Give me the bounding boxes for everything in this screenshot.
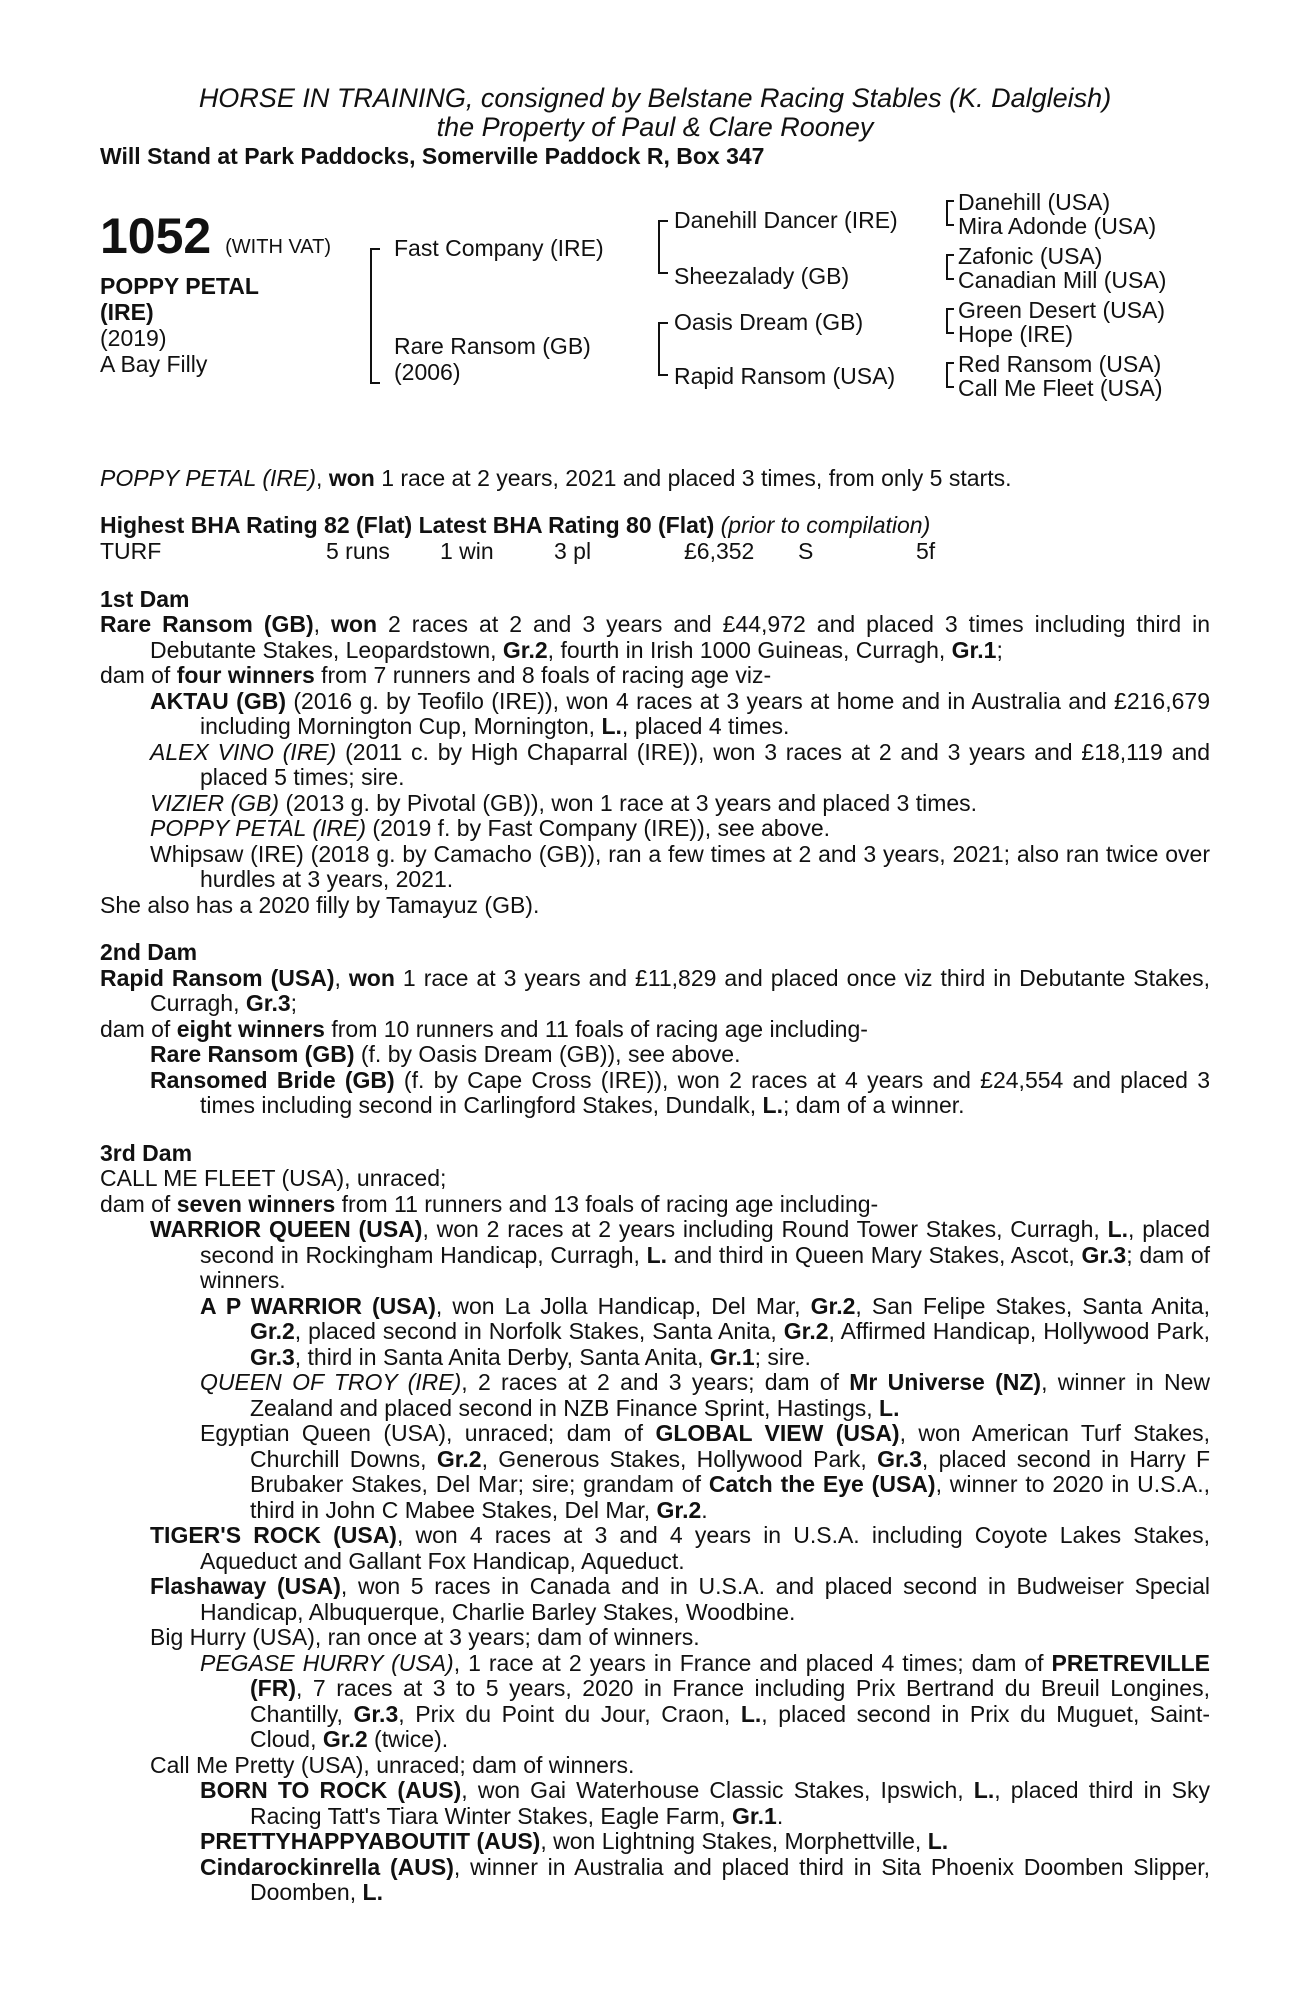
produce-item: Rare Ransom (GB) (f. by Oasis Dream (GB)), see above. xyxy=(150,1041,741,1067)
third-dam-section xyxy=(100,1141,1210,1906)
produce-item: Cindarockinrella (AUS), winner in Australia and placed third in Sita Phoenix Doomben Slipper, Doomben, L. xyxy=(200,1853,1210,1905)
foal-note: She also has a 2020 filly by Tamayuz (GB). xyxy=(100,891,540,918)
consignor-line: HORSE IN TRAINING, consigned by Belstane Racing Stables (K. Dalgleish) xyxy=(198,83,1112,113)
produce-item: Whipsaw (IRE) (2018 g. by Camacho (GB)), ran a few times at 2 and 3 years, 2021; also ran twice over hurdles at 3 years, 2021. xyxy=(150,840,1210,892)
produce-item: Egyptian Queen (USA), unraced; dam of GLOBAL VIEW (USA), won American Turf Stakes, Churchill Downs, Gr.2, Generous Stakes, Hollywood Park, Gr.3, placed second in Harry F Brubaker Stakes, Del Mar; sire; grandam of Catch the Eye (USA), winner to 2020 in U.S.A., third in John C Mabee Stakes, Del Mar, Gr.2. xyxy=(200,1420,1211,1523)
dam-sire: Oasis Dream (GB) xyxy=(674,308,864,335)
foaling-year: (2019) xyxy=(100,324,167,351)
gen3-brace-3 xyxy=(946,308,954,334)
produce-summary: dam of eight winners from 10 runners and 11 foals of racing age including- xyxy=(100,1015,868,1042)
produce-item: POPPY PETAL (IRE) (2019 f. by Fast Company (IRE)), see above. xyxy=(150,815,831,841)
dam-year: (2006) xyxy=(394,358,461,385)
sd-sire: Zafonic (USA) xyxy=(958,242,1103,269)
second-dam-section xyxy=(100,940,1210,1119)
produce-item: A P WARRIOR (USA), won La Jolla Handicap, Del Mar, Gr.2, San Felipe Stakes, Santa Anita, Gr.2, placed second in Norfolk Stakes, Santa Anita, Gr.2, Affirmed Handicap, Hollywood Park, Gr.3, third in Santa Anita Derby, Santa Anita, Gr.1; sire. xyxy=(200,1292,1211,1370)
produce-item: Ransomed Bride (GB) (f. by Cape Cross (IRE)), won 2 races at 4 years and £24,554 and placed 3 times including second in Carlingford Stakes, Dundalk, L.; dam of a winner. xyxy=(150,1066,1210,1118)
produce-item: Call Me Pretty (USA), unraced; dam of winners. xyxy=(150,1751,635,1778)
dam-line-brace xyxy=(658,322,668,376)
produce-item: PEGASE HURRY (USA), 1 race at 2 years in France and placed 4 times; dam of PRETREVILLE (FR), 7 races at 3 to 5 years, 2020 in France including Prix Bertrand du Breuil Longines, Chantilly, Gr.3, Prix du Point du Jour, Craon, L., placed second in Prix du Muguet, Saint-Cloud, Gr.2 (twice). xyxy=(200,1649,1211,1752)
produce-item: WARRIOR QUEEN (USA), won 2 races at 2 years including Round Tower Stakes, Curragh, L., placed second in Rockingham Handicap, Curragh, L. and third in Queen Mary Stakes, Ascot, Gr.3; dam of winners. xyxy=(150,1216,1210,1293)
produce-summary: dam of seven winners from 11 runners and 13 foals of racing age including- xyxy=(100,1190,879,1217)
race-summary: POPPY PETAL (IRE), won 1 race at 2 years, 2021 and placed 3 times, from only 5 starts. xyxy=(100,464,1012,491)
section-title: 2nd Dam xyxy=(100,939,198,965)
owner-line: the Property of Paul & Clare Rooney xyxy=(436,112,874,142)
sire-sire: Danehill Dancer (IRE) xyxy=(674,206,898,233)
produce-summary: dam of four winners from 7 runners and 8 foals of racing age viz- xyxy=(100,662,772,688)
sire: Fast Company (IRE) xyxy=(394,234,604,261)
gen3-brace-2 xyxy=(946,254,954,280)
lot-number: 1052 (WITH VAT) xyxy=(100,207,332,264)
dam-record: Rare Ransom (GB), won 2 races at 2 and 3 years and £44,972 and placed 3 times including third in Debutante Stakes, Leopardstown, Gr.2, fourth in Irish 1000 Guineas, Curragh, Gr.1; xyxy=(100,611,1211,663)
produce-item: TIGER'S ROCK (USA), won 4 races at 3 and 4 years in U.S.A. including Coyote Lakes Stakes, Aqueduct and Gallant Fox Handicap, Aqueduct. xyxy=(150,1522,1210,1574)
dam-record: Rapid Ransom (USA), won 1 race at 3 years and £11,829 and placed once viz third in Debutante Stakes, Curragh, Gr.3; xyxy=(100,964,1211,1016)
bha-rating: Highest BHA Rating 82 (Flat) Latest BHA Rating 80 (Flat) (prior to compilation) xyxy=(100,512,931,538)
ds-sire: Green Desert (USA) xyxy=(958,296,1166,323)
section-title: 3rd Dam xyxy=(100,1139,193,1166)
gen3-brace-1 xyxy=(946,200,954,226)
produce-item: PRETTYHAPPYABOUTIT (AUS), won Lightning Stakes, Morphettville, L. xyxy=(200,1828,949,1854)
sire-line-brace xyxy=(658,220,668,274)
dam: Rare Ransom (GB) xyxy=(394,332,591,359)
horse-name: POPPY PETAL xyxy=(100,272,259,299)
gen3-brace-4 xyxy=(946,362,954,388)
produce-item: Big Hurry (USA), ran once at 3 years; dam of winners. xyxy=(150,1624,700,1650)
first-dam-section xyxy=(100,587,1210,919)
produce-item: VIZIER (GB) (2013 g. by Pivotal (GB)), won 1 race at 3 years and placed 3 times. xyxy=(150,789,978,816)
ss-dam: Mira Adonde (USA) xyxy=(958,212,1157,239)
dam-record: CALL ME FLEET (USA), unraced; xyxy=(100,1165,447,1191)
consignment-header xyxy=(100,84,1210,142)
produce-item: ALEX VINO (IRE) (2011 c. by High Chaparral (IRE)), won 3 races at 2 and 3 years and £18,119 and placed 5 times; sire. xyxy=(150,738,1211,790)
section-title: 1st Dam xyxy=(100,585,190,612)
turf-record: TURF 5 runs 1 win 3 pl £6,352 S 5f xyxy=(100,537,936,564)
horse-suffix: (IRE) xyxy=(100,298,154,325)
horse-description: A Bay Filly xyxy=(100,350,208,377)
produce-item: BORN TO ROCK (AUS), won Gai Waterhouse Classic Stakes, Ipswich, L., placed third in Sky Racing Tatt's Tiara Winter Stakes, Eagle Farm, Gr.1. xyxy=(200,1777,1211,1829)
sire-brace xyxy=(370,248,380,384)
vat-note: (WITH VAT) xyxy=(225,235,332,258)
produce-item: Flashaway (USA), won 5 races in Canada and in U.S.A. and placed second in Budweiser Special Handicap, Albuquerque, Charlie Barley Stakes, Woodbine. xyxy=(150,1573,1211,1625)
sire-dam: Sheezalady (GB) xyxy=(674,262,850,289)
produce-item: AKTAU (GB) (2016 g. by Teofilo (IRE)), won 4 races at 3 years at home and in Australia and £216,679 including Mornington Cup, Mornington, L., placed 4 times. xyxy=(150,687,1210,739)
dam-dam: Rapid Ransom (USA) xyxy=(674,362,896,389)
pedigree-block xyxy=(100,188,1210,444)
stand-location: Will Stand at Park Paddocks, Somerville Paddock R, Box 347 xyxy=(100,143,765,169)
sd-dam: Canadian Mill (USA) xyxy=(958,266,1167,293)
ss-sire: Danehill (USA) xyxy=(958,188,1111,215)
dd-dam: Call Me Fleet (USA) xyxy=(958,374,1163,401)
ds-dam: Hope (IRE) xyxy=(958,320,1074,347)
produce-item: QUEEN OF TROY (IRE), 2 races at 2 and 3 years; dam of Mr Universe (NZ), winner in New Zealand and placed second in NZB Finance Sprint, Hastings, L. xyxy=(200,1369,1210,1421)
dd-sire: Red Ransom (USA) xyxy=(958,350,1162,377)
catalogue-page xyxy=(100,84,1210,1906)
